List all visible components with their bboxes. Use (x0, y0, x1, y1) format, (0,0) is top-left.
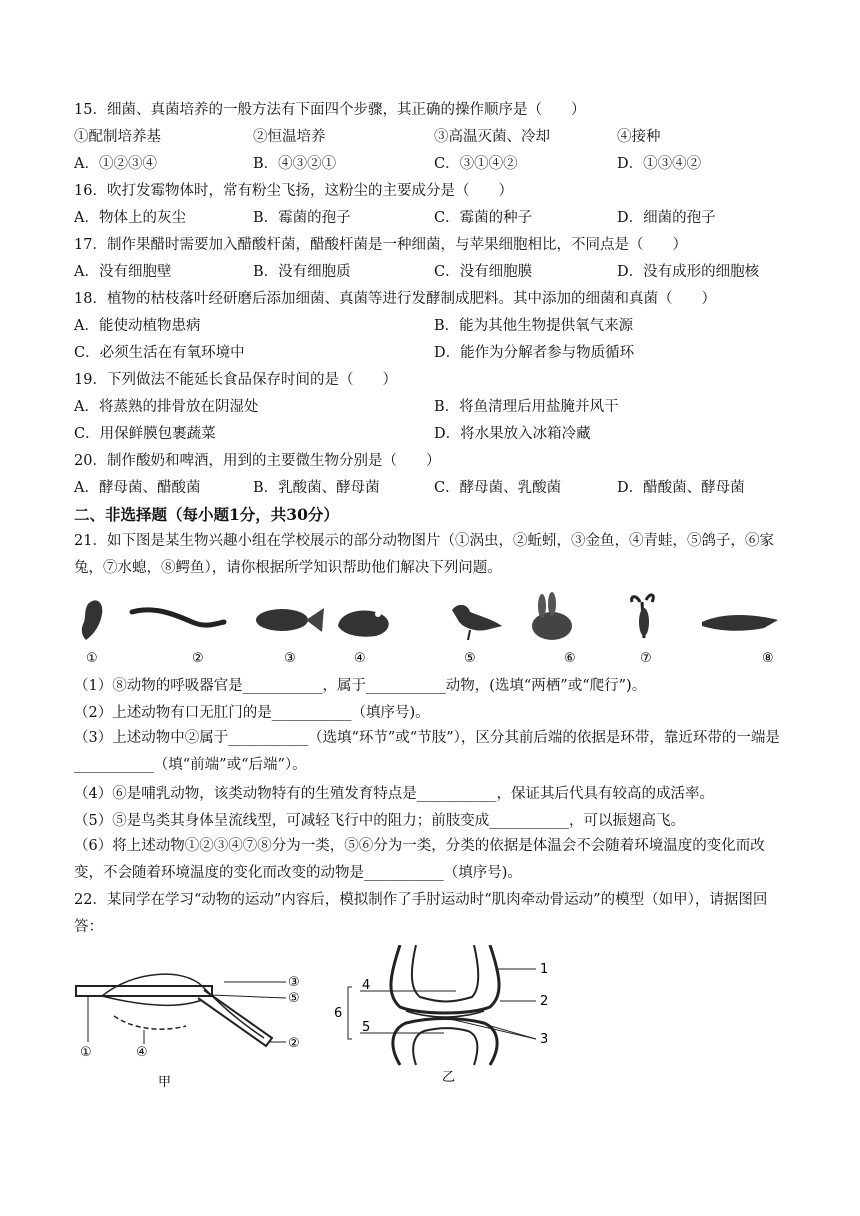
q21-sub-4: （4）⑥是哺乳动物，该类动物特有的生殖发育特点是___________，保证其后代具有较高的成活率。 (74, 786, 714, 802)
q21-sub-3: （3）上述动物中②属于___________（选填“环节”或“节肢”），区分其前后端的依据是环带，靠近环带的一端是___________（填“前端”或“后端”）。 (74, 730, 780, 773)
pigeon-image (452, 605, 502, 640)
yi-label-4: 4 (362, 978, 371, 993)
q15-option-c: C．③①④② (434, 156, 518, 172)
q16-option-a: A．物体上的灰尘 (74, 210, 186, 226)
q18-stem: 18．植物的枯枝落叶经研磨后添加细菌、真菌等进行发酵制成肥料。其中添加的细菌和真菌（ ） (74, 291, 716, 307)
q21-sub-6: （6）将上述动物①②③④⑦⑧分为一类，⑤⑥分为一类，分类的依据是体温会不会随着环境温度的变化而改变，不会随着环境温度的变化而改变的动物是___________（填序号)。 (74, 838, 765, 881)
jia-label-2: ② (288, 1036, 300, 1051)
animal-label-2: ② (192, 651, 204, 666)
q15-step-4: ④接种 (617, 129, 661, 145)
jia-label-5: ⑤ (288, 991, 300, 1006)
q22-stem: 22．某同学在学习“动物的运动”内容后，模拟制作了手肘运动时“肌肉牵动骨运动”的模型（如甲），请据图回答： (74, 892, 768, 935)
q15-option-d: D．①③④② (617, 156, 702, 172)
q15-stem: 15．细菌、真菌培养的一般方法有下面四个步骤，其正确的操作顺序是（ ） (74, 102, 586, 118)
animal-label-3: ③ (284, 651, 296, 666)
q17-stem: 17．制作果醋时需要加入醋酸杆菌，醋酸杆菌是一种细菌，与苹果细胞相比，不同点是（ ） (74, 237, 687, 253)
yi-label-1: 1 (540, 962, 549, 977)
q17-option-b: B．没有细胞质 (253, 264, 351, 280)
planarian-image (82, 600, 102, 640)
earthworm-image (132, 610, 224, 625)
yi-label-3: 3 (540, 1032, 549, 1047)
q18-option-a: A．能使动植物患病 (74, 318, 201, 334)
q21-stem: 21．如下图是某生物兴趣小组在学校展示的部分动物图片（①涡虫，②蚯蚓，③金鱼，④青蛙，⑤鸽子，⑥家兔，⑦水螅，⑧鳄鱼），请你根据所学知识帮助他们解决下列问题。 (74, 533, 774, 576)
bone-model (76, 986, 272, 1046)
animal-label-5: ⑤ (464, 651, 476, 666)
jia-caption: 甲 (158, 1075, 172, 1090)
animal-figure (74, 592, 792, 668)
frog-image (338, 611, 389, 637)
animal-label-7: ⑦ (640, 651, 652, 666)
q15-option-a: A．①②③④ (74, 156, 157, 172)
q19-option-b: B．将鱼清理后用盐腌并风干 (434, 399, 619, 415)
q15-step-1: ①配制培养基 (74, 129, 161, 145)
q20-stem: 20．制作酸奶和啤酒，用到的主要微生物分别是（ ） (74, 453, 441, 469)
q18-option-c: C．必须生活在有氧环境中 (74, 345, 245, 361)
q16-stem: 16．吹打发霉物体时，常有粉尘飞扬，这粉尘的主要成分是（ ） (74, 183, 513, 199)
crocodile-image (702, 615, 778, 631)
q18-option-b: B．能为其他生物提供氧气来源 (434, 318, 634, 334)
q17-option-a: A．没有细胞壁 (74, 264, 172, 280)
animal-label-4: ④ (354, 651, 366, 666)
jia-label-4: ④ (136, 1045, 148, 1060)
joint-diagram (391, 945, 499, 1065)
yi-label-5: 5 (362, 1020, 371, 1035)
jia-label-3: ③ (288, 975, 300, 990)
q15-option-b: B．④③②① (253, 156, 337, 172)
q21-sub-5: （5）⑤是鸟类其身体呈流线型，可减轻飞行中的阻力；前肢变成___________，可以振翅高飞。 (74, 813, 685, 829)
q21-sub-1: （1）⑧动物的呼吸器官是___________，属于___________动物，(选填“两栖”或“爬行”)。 (74, 678, 647, 694)
q19-stem: 19．下列做法不能延长食品保存时间的是（ ） (74, 372, 397, 388)
yi-caption: 乙 (442, 1070, 456, 1085)
motion-arrow (114, 1016, 186, 1029)
q17-option-d: D．没有成形的细胞核 (617, 264, 760, 280)
q21-sub-2: （2）上述动物有口无肛门的是___________（填序号)。 (74, 705, 430, 721)
q20-option-c: C．酵母菌、乳酸菌 (434, 480, 562, 496)
jia-label-1: ① (80, 1045, 92, 1060)
figure-jia (74, 960, 324, 1090)
animal-label-1: ① (86, 651, 98, 666)
q17-option-c: C．没有细胞膜 (434, 264, 533, 280)
q15-step-3: ③高温灭菌、冷却 (434, 129, 550, 145)
q19-option-c: C．用保鲜膜包裹蔬菜 (74, 426, 216, 442)
hydra-image (632, 595, 654, 638)
q16-option-b: B．霉菌的孢子 (253, 210, 351, 226)
animal-label-6: ⑥ (564, 651, 576, 666)
section-title: 二、非选择题（每小题1分，共30分） (74, 505, 339, 524)
q19-option-a: A．将蒸熟的排骨放在阴湿处 (74, 399, 259, 415)
yi-label-2: 2 (540, 994, 549, 1009)
animal-label-8: ⑧ (762, 651, 774, 666)
q16-option-d: D．细菌的孢子 (617, 210, 716, 226)
q18-option-d: D．能作为分解者参与物质循环 (434, 345, 635, 361)
q15-step-2: ②恒温培养 (253, 129, 326, 145)
q20-option-a: A．酵母菌、醋酸菌 (74, 480, 201, 496)
q20-option-b: B．乳酸菌、酵母菌 (253, 480, 380, 496)
rabbit-image (532, 592, 572, 640)
q20-option-d: D．醋酸菌、酵母菌 (617, 480, 745, 496)
yi-label-6: 6 (334, 1006, 343, 1021)
figure-yi (330, 945, 570, 1085)
goldfish-image (256, 608, 324, 632)
q16-option-c: C．霉菌的种子 (434, 210, 533, 226)
q19-option-d: D．将水果放入冰箱冷藏 (434, 426, 591, 442)
